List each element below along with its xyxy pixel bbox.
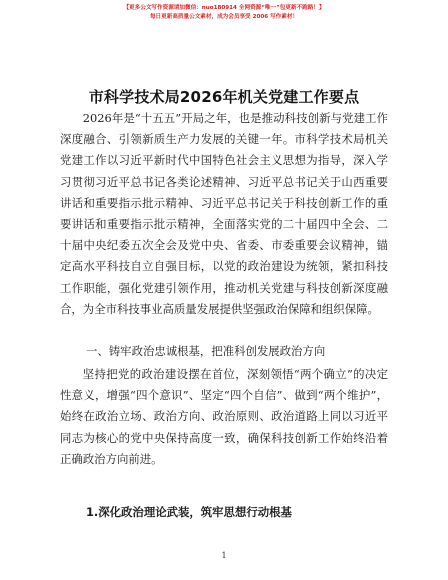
section-heading-1: 一、铸牢政治忠诚根基，把准科创发展政治方向	[86, 344, 326, 358]
document-title: 市科学技术局2026年机关党建工作要点	[88, 88, 360, 106]
promo-banner-line-1: 【更多公文写作资源请加微信：nuo180914 全网资源“唯一”包更新不跑路！】	[123, 5, 325, 11]
page-number: 1	[221, 551, 227, 560]
intro-paragraph: 2026年是“十五五”开局之年，也是推动科技创新与党建工作深度融合、引领新质生产力发展的关键一年。市科学技术局机关党建工作以习近平新时代中国特色社会主义思想为指导，深入学习贯彻习近平总书记各类论述精神、习近平总书记关于山西重要讲话和重要指示批示精神、习近平总书记关于科技创新工作的重要讲话和重要指示批示精神，全面落实党的二十届四中全会、二十届中央纪委五次全会及党中央、省委、市委重要会议精神，锚定高水平科技自立自强目标，以党的政治建设为统领，紧扣科技工作职能，强化党建引领作用，推动机关党建与科技创新深度融合，为全市科技事业高质量发展提供坚强政治保障和组织保障。	[60, 111, 388, 316]
promo-banner-line-2: 每日更新高质量公文素材，成为会员享受 2006 写作素材！	[149, 14, 299, 20]
promo-banner	[0, 4, 448, 22]
section-1-paragraph: 坚持把党的政治建设摆在首位，深刻领悟“两个确立”的决定性意义，增强“四个意识”、坚定“四个自信”、做到“两个维护”，始终在政治立场、政治方向、政治原则、政治道路上同以习近平同志为核心的党中央保持高度一致，确保科技创新工作始终沿着正确政治方向前进。	[60, 367, 388, 466]
subsection-heading-1: 1.深化政治理论武装，筑牢思想行动根基	[86, 505, 292, 519]
